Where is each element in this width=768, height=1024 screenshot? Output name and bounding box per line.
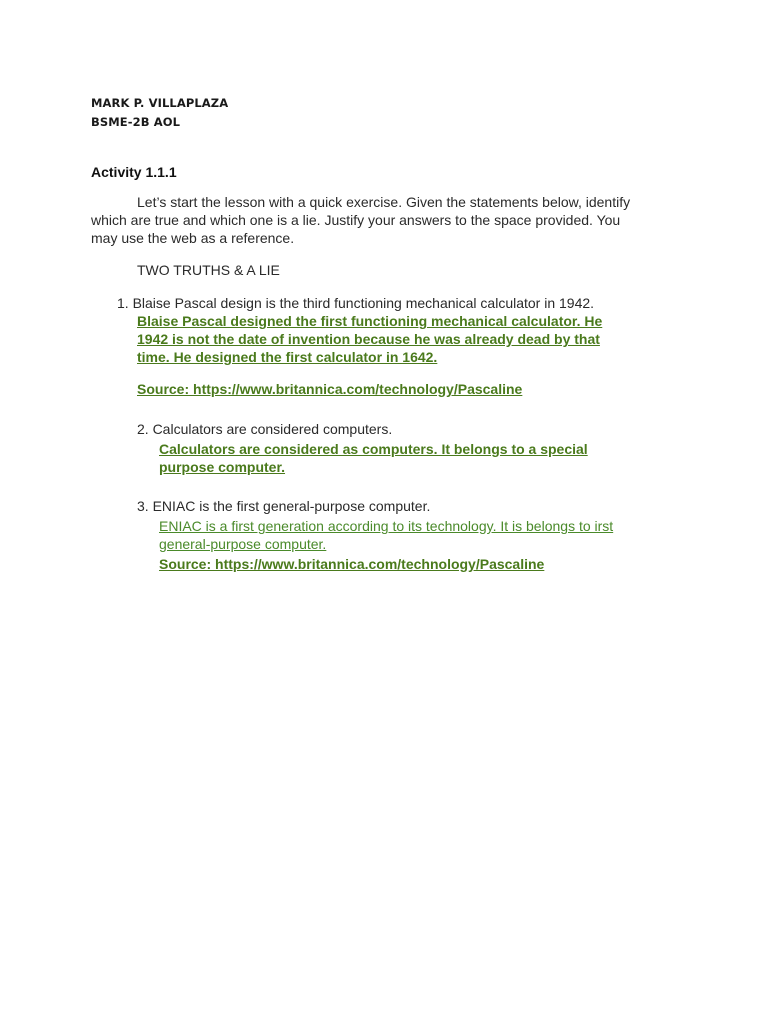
answer-2-line-1: Calculators are considered as computers. It belongs to a special — [159, 441, 588, 457]
statement-2: 2. Calculators are considered computers. — [137, 421, 393, 437]
answer-1-line-1: Blaise Pascal designed the first functioning mechanical calculator. He — [137, 313, 603, 329]
author-name: MARK P. VILLAPLAZA — [91, 96, 229, 110]
answer-2-line-2: purpose computer. — [159, 459, 286, 475]
intro-line-3: may use the web as a reference. — [91, 230, 295, 246]
statement-1: 1. Blaise Pascal design is the third functioning mechanical calculator in 1942. — [117, 295, 595, 311]
answer-3-line-1: ENIAC is a first generation according to its technology. It is belongs to irst — [159, 518, 614, 534]
intro-line-2: which are true and which one is a lie. Justify your answers to the space provided. You — [91, 212, 621, 228]
statement-3: 3. ENIAC is the first general-purpose computer. — [137, 498, 431, 514]
source-link-3[interactable]: Source: https://www.britannica.com/technology/Pascaline — [159, 556, 545, 572]
answer-3-line-2: general-purpose computer. — [159, 536, 327, 552]
author-section: BSME-2B AOL — [91, 115, 180, 129]
source-link-1[interactable]: Source: https://www.britannica.com/technology/Pascaline — [137, 381, 523, 397]
intro-line-1: Let’s start the lesson with a quick exercise. Given the statements below, identify — [137, 194, 631, 210]
answer-1-line-2: 1942 is not the date of invention because he was already dead by that — [137, 331, 600, 347]
answer-1-line-3: time. He designed the first calculator in 1642. — [137, 349, 438, 365]
section-subtitle: TWO TRUTHS & A LIE — [137, 262, 280, 278]
activity-title: Activity 1.1.1 — [91, 164, 177, 180]
